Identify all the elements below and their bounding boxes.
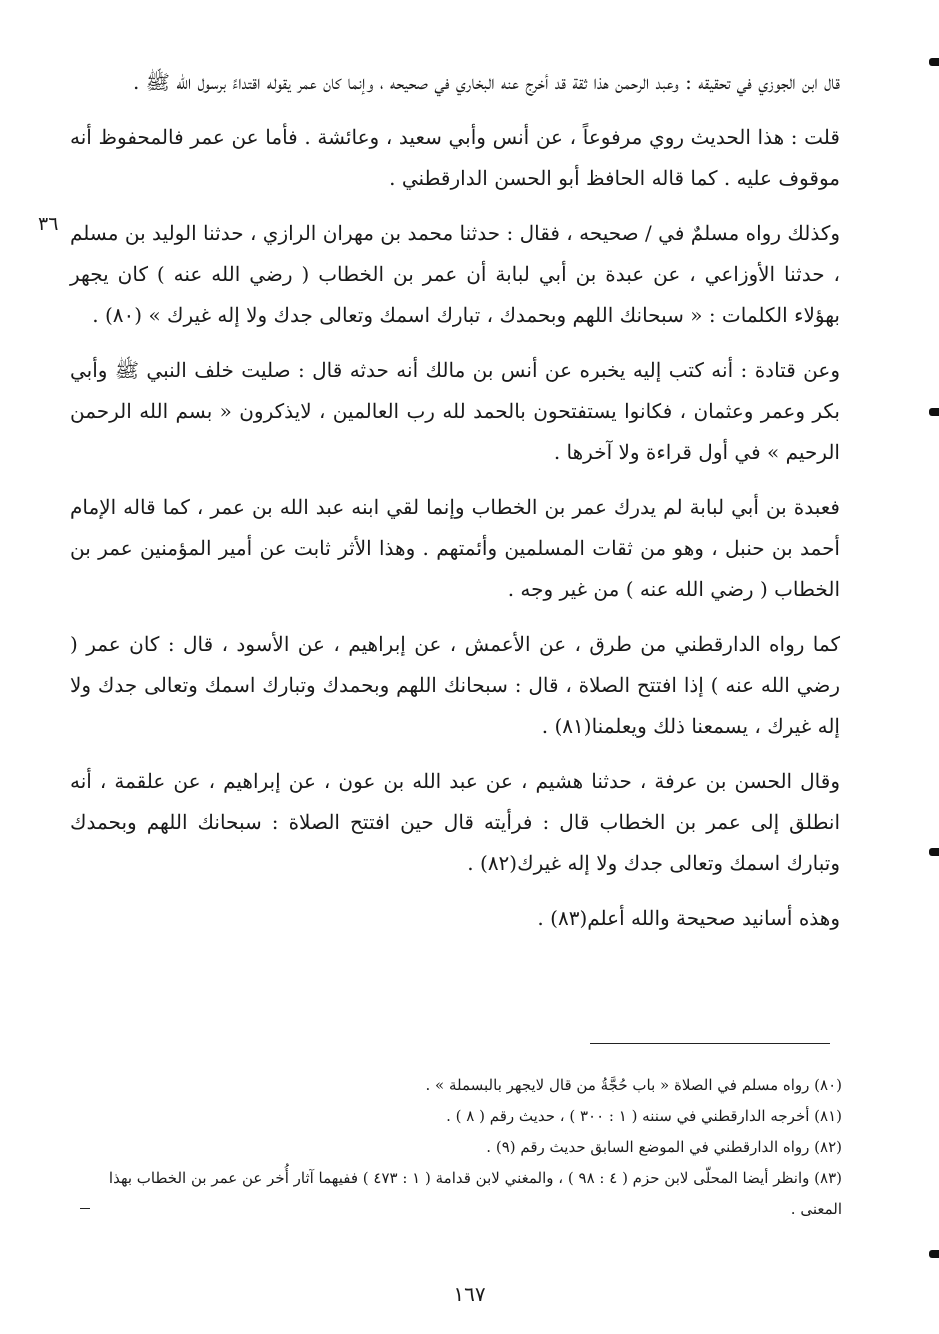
- paragraph-8: وهذه أسانيد صحيحة والله أعلم(٨٣) .: [537, 906, 840, 930]
- paragraph-7: وقال الحسن بن عرفة ، حدثنا هشيم ، عن عبد الله بن عون ، عن إبراهيم ، عن علقمة ، أنه انطلق إلى عمر بن الخطاب قال : فرأيته قال حين افتتح الصلاة : سبحانك اللهم وبحمدك وتبارك اسمك وتعالى جدك ولا إله غيرك(٨٢) .: [70, 769, 840, 875]
- edge-mark-lower: [929, 848, 939, 856]
- footnote-81: (٨١) أخرجه الدارقطني في سننه ( ١ : ٣٠٠ ) ، حديث رقم ( ٨ ) .: [446, 1107, 842, 1125]
- footnote-80: (٨٠) رواه مسلم في الصلاة « باب حُجَّةُ من قال لايجهر بالبسملة » .: [425, 1076, 842, 1094]
- margin-note: ٣٦: [38, 213, 59, 235]
- paragraph-5: فعبدة بن أبي لبابة لم يدرك عمر بن الخطاب وإنما لقي ابنه عبد الله بن عمر ، كما قاله الإمام أحمد بن حنبل ، وهو من ثقات المسلمين وأئمتهم . وهذا الأثر ثابت عن أمير المؤمنين عمر بن الخطاب ( رضي الله عنه ) من غير وجه .: [70, 495, 840, 601]
- footnotes: [80, 1070, 842, 1225]
- paragraph-3-wrapper: [38, 213, 840, 336]
- paragraph-1: قال ابن الجوزي في تحقيقه : وعبد الرحمن هذا ثقة قد أخرج عنه البخاري في صحيحه ، وإنما كان عمر يقوله اقتداءً برسول الله ﷺ .: [133, 70, 840, 94]
- main-text: [38, 62, 840, 953]
- edge-mark-top: [929, 58, 939, 66]
- paragraph-4: وعن قتادة : أنه كتب إليه يخبره عن أنس بن مالك أنه حدثه قال : صليت خلف النبي ﷺ وأبي بكر وعمر وعثمان ، فكانوا يستفتحون بالحمد لله رب العالمين ، لايذكرون « بسم الله الرحمن الرحيم » في أول قراءة ولا آخرها .: [70, 358, 840, 464]
- paragraph-3: وكذلك رواه مسلمٌ في / صحيحه ، فقال : حدثنا محمد بن مهران الرازي ، حدثنا الوليد بن مسلم ، حدثنا الأوزاعي ، عن عبدة بن أبي لبابة أن عمر بن الخطاب ( رضي الله عنه ) كان يجهر بهؤلاء الكلمات : « سبحانك اللهم وبحمدك ، تبارك اسمك وتعالى جدك ولا إله غيرك » (٨٠) .: [70, 221, 840, 327]
- edge-mark-bottom: [929, 1250, 939, 1258]
- paragraph-2: قلت : هذا الحديث روي مرفوعاً ، عن أنس وأبي سعيد ، وعائشة . فأما عن عمر فالمحفوظ أنه موقوف عليه . كما قاله الحافظ أبو الحسن الدارقطني .: [70, 125, 840, 190]
- page-number: ١٦٧: [453, 1282, 486, 1306]
- footnote-83: (٨٣) وانظر أيضا المحلّى لابن حزم ( ٤ : ٩٨ ) ، والمغني لابن قدامة ( ١ : ٤٧٣ ) ففيهما آثار أُخر عن عمر بن الخطاب بهذا المعنى .: [108, 1169, 842, 1218]
- edge-mark-middle: [929, 408, 939, 416]
- footnote-82: (٨٢) رواه الدارقطني في الموضع السابق حديث رقم (٩) .: [486, 1138, 842, 1156]
- paragraph-6: كما رواه الدارقطني من طرق ، عن الأعمش ، عن إبراهيم ، عن الأسود ، قال : كان عمر ( رضي الله عنه ) إذا افتتح الصلاة ، قال : سبحانك اللهم وبحمدك وتبارك اسمك وتعالى جدك ولا إله غيرك ، يسمعنا ذلك ويعلمنا(٨١) .: [70, 632, 840, 738]
- end-mark: [80, 1208, 90, 1209]
- footnote-separator: [590, 1043, 830, 1044]
